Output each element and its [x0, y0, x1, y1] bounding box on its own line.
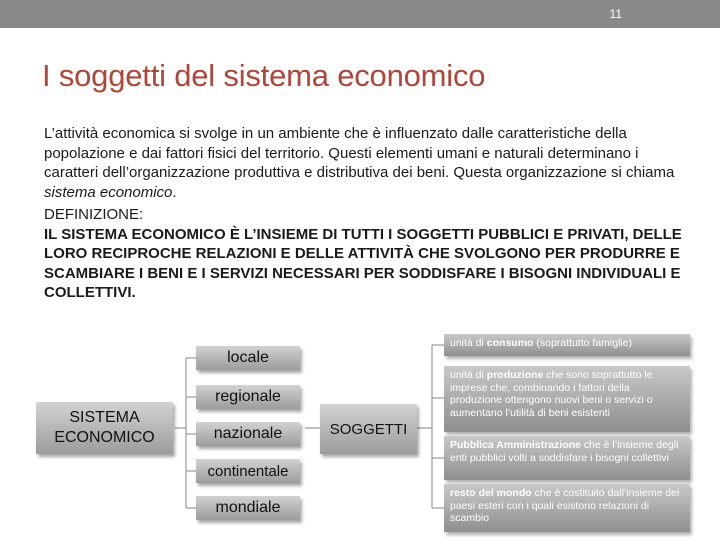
definition-label: DEFINIZIONE: [44, 206, 144, 223]
root-node: SISTEMA ECONOMICO [36, 402, 173, 454]
intro-end: . [172, 183, 177, 201]
level-regionale: regionale [196, 385, 300, 409]
level-nazionale: nazionale [196, 422, 300, 446]
subject-resto-del-mondo [444, 484, 690, 532]
subject-produzione-pre: unità di [450, 369, 487, 381]
subject-consumo-pre: unità di [450, 337, 487, 349]
subject-pa-post: che è l’insieme degli enti pubblici volti a soddisfare i bisogni collettivi [450, 439, 679, 464]
page-number: 11 [609, 7, 622, 21]
level-locale: locale [196, 346, 300, 370]
center-node: SOGGETTI [320, 404, 417, 454]
intro-emphasis: sistema economico [44, 183, 173, 201]
subject-mondo-post: che è costituito dall’insieme dei paesi esteri con i quali esistono relazioni di scambio [450, 487, 680, 524]
intro-text: L’attività economica si svolge in un ambiente che è influenzato dalle caratteristiche della popolazione e dai fattori fisici del territorio. Questi elementi umani e naturali determinano i caratteri dell’organizzazione produttiva e distributiva dei beni. Questa organizzazione si chiama [44, 125, 675, 181]
subject-produzione-bold: produzione [486, 369, 544, 381]
subject-produzione [444, 366, 690, 432]
subject-consumo [444, 334, 690, 356]
subject-pa-bold: Pubblica Amministrazione [450, 439, 581, 451]
subject-produzione-post: che sono soprattutto le imprese che, combinando i fattori della produzione ottengono nuovi beni o servizi o aumentano l’utilità di beni esistenti [450, 369, 653, 419]
level-mondiale: mondiale [196, 496, 300, 520]
level-continentale: continentale [196, 459, 300, 483]
subject-consumo-post: (soprattutto famiglie) [533, 337, 633, 349]
subject-pubblica-amministrazione [444, 436, 690, 480]
subject-mondo-bold: resto del mondo [450, 487, 532, 499]
subject-consumo-bold: consumo [486, 337, 534, 349]
definition-text: IL SISTEMA ECONOMICO È L’INSIEME DI TUTTI I SOGGETTI PUBBLICI E PRIVATI, DELLE LORO RECIPROCHE RELAZIONI E DELLE ATTIVITÀ CHE SVOLGONO PER PRODURRE E SCAMBIARE I BENI E I SERVIZI NECESSARI PER SODDISFARE I BISOGNI INDIVIDUALI E COLLETTIVI. [44, 225, 682, 301]
slide-title: I soggetti del sistema economico [42, 58, 486, 93]
